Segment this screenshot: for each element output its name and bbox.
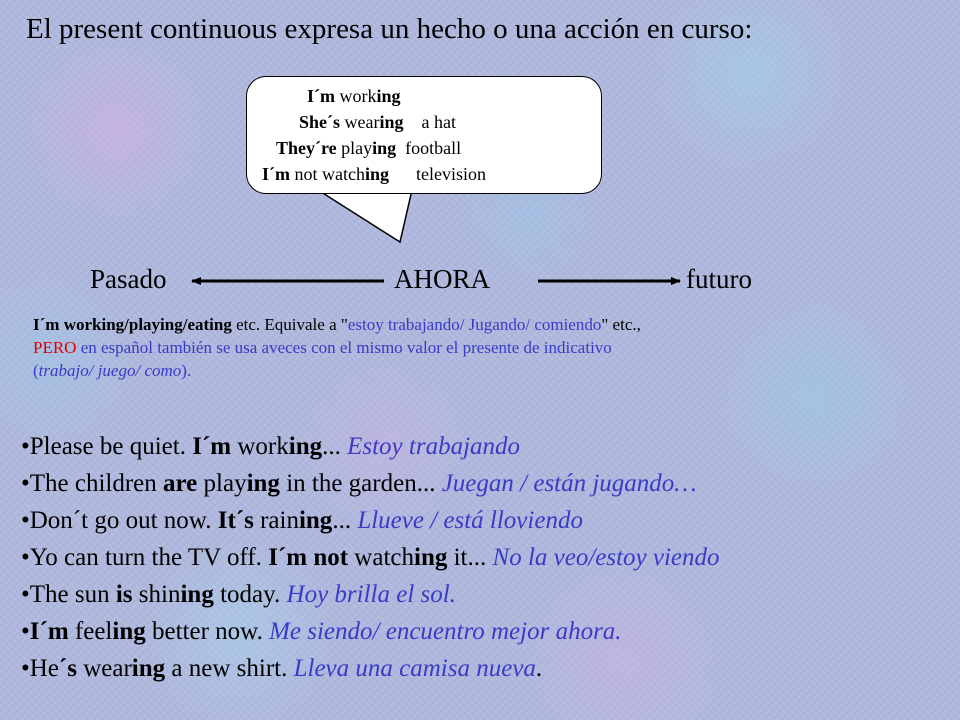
sentence-text: •The children [21,470,164,497]
sentence-text: feel [68,618,113,645]
spanish-translation: Lleva una camisa nueva [293,655,536,682]
sentence-text: work [231,433,289,460]
example-sentence [21,576,951,613]
note-text: etc. Equivale a " [231,315,348,334]
highlighted-grammar: I´m [192,433,232,460]
sentence-text: ... [332,507,358,534]
note-bold: I´m working/playing/eating [33,315,232,334]
timeline-past-label: Pasado [90,264,167,294]
sentence-text: •Yo can turn the TV off. [21,544,269,571]
bubble-line: I´m not watching television [262,164,486,184]
example-sentence [21,650,951,687]
highlighted-grammar: ing [414,544,448,571]
note-text-blue: en español también se usa aveces con el mismo valor el presente de indicativo [76,338,612,357]
sentence-text: today. [213,581,287,608]
spanish-translation: Llueve / está lloviendo [357,507,583,534]
note-text: " etc., [601,315,641,334]
sentence-text: play [197,470,247,497]
explanation-note [33,313,933,382]
note-paren: ). [181,361,192,380]
sentence-text: wear [76,655,132,682]
speech-bubble [246,76,602,194]
sentence-text: •The sun [21,581,116,608]
highlighted-grammar: It´s [217,507,254,534]
note-translation: estoy trabajando/ Jugando/ comiendo [347,315,602,334]
note-paren: ( [33,361,39,380]
sentence-text: •Please be quiet. [21,433,193,460]
slide-title: El present continuous expresa un hecho o una acción en curso: [26,13,753,45]
timeline-future-label: futuro [686,264,752,294]
sentence-text: a new shirt. [165,655,294,682]
highlighted-grammar: ing [246,470,280,497]
spanish-translation: No la veo/estoy viendo [492,544,720,571]
highlighted-grammar: ing [131,655,166,682]
spanish-translation: Hoy brilla el sol. [286,581,456,608]
spanish-translation: Estoy trabajando [347,433,521,460]
highlighted-grammar: I´m not [268,544,349,571]
speech-bubble-tail [318,190,412,242]
sentence-text: better now. [145,618,270,645]
sentence-text: •He [21,655,59,682]
timeline-now-label: AHORA [394,264,491,294]
highlighted-grammar: ´s [58,655,77,682]
sentence-text: shin [132,581,181,608]
sentence-text: it... [447,544,493,571]
example-sentence [21,613,951,650]
bubble-line: She´s wearing a hat [299,112,456,132]
sentence-text: ... [322,433,348,460]
sentence-text: • [21,618,30,645]
example-sentence [21,539,951,576]
bubble-line: They´re playing football [276,138,462,158]
sentence-text: . [535,655,543,682]
highlighted-grammar: ing [288,433,323,460]
note-examples: trabajo/ juego/ como [38,361,182,380]
example-list [21,428,951,687]
sentence-text: in the garden... [279,470,442,497]
highlighted-grammar: is [115,581,133,608]
bubble-line: I´m working [307,86,401,106]
sentence-text: •Don´t go out now. [21,507,218,534]
example-sentence [21,465,951,502]
spanish-translation: Me siendo/ encuentro mejor ahora. [269,618,622,645]
sentence-text: watch [348,544,414,571]
example-sentence [21,428,951,465]
highlighted-grammar: ing [180,581,214,608]
highlighted-grammar: ing [112,618,146,645]
spanish-translation: Juegan / están jugando… [441,470,697,497]
note-pero: PERO [33,338,77,357]
highlighted-grammar: are [163,470,198,497]
highlighted-grammar: ing [298,507,333,534]
sentence-text: rain [253,507,299,534]
highlighted-grammar: I´m [29,618,69,645]
example-sentence [21,502,951,539]
